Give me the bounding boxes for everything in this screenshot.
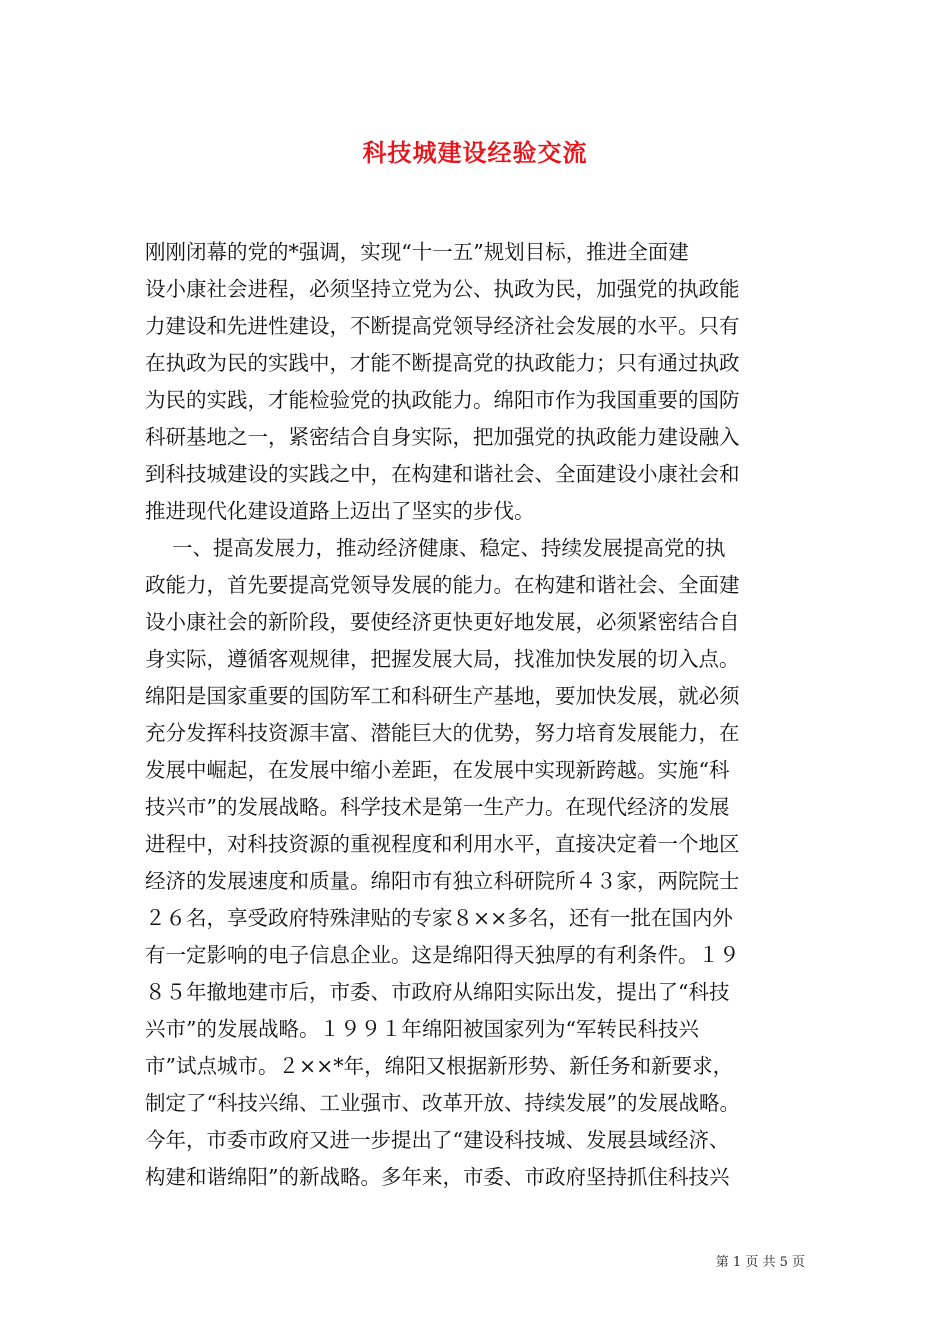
body-line: 政能力，首先要提高党领导发展的能力。在构建和谐社会、全面建 [145, 573, 740, 597]
body-line: 今年，市委市政府又进一步提出了“建设科技城、发展县域经济、 [145, 1128, 730, 1152]
page-footer: 第 1 页 共 5 页 [715, 1255, 805, 1270]
body-line: ２６名，享受政府特殊津贴的专家８××多名，还有一批在国内外 [145, 906, 733, 930]
body-line: 制定了“科技兴绵、工业强市、改革开放、持续发展”的发展战略。 [145, 1091, 740, 1115]
body-line: 身实际，遵循客观规律，把握发展大局，找准加快发展的切入点。 [145, 647, 740, 671]
body-line: 设小康社会进程，必须坚持立党为公、执政为民，加强党的执政能 [145, 277, 740, 301]
body-line: ８５年撤地建市后，市委、市政府从绵阳实际出发，提出了“科技 [145, 980, 730, 1004]
body-line: 力建设和先进性建设，不断提高党领导经济社会发展的水平。只有 [145, 314, 740, 338]
body-line: 为民的实践，才能检验党的执政能力。绵阳市作为我国重要的国防 [145, 388, 740, 412]
body-line: 经济的发展速度和质量。绵阳市有独立科研院所４３家，两院院士 [145, 869, 740, 893]
body-line: 在执政为民的实践中，才能不断提高党的执政能力；只有通过执政 [145, 351, 740, 375]
body-line: 到科技城建设的实践之中，在构建和谐社会、全面建设小康社会和 [145, 462, 740, 486]
document-body [145, 234, 825, 1196]
body-line: 推进现代化建设道路上迈出了坚实的步伐。 [145, 499, 535, 523]
body-line: 进程中，对科技资源的重视程度和利用水平，直接决定着一个地区 [145, 832, 740, 856]
body-line: 充分发挥科技资源丰富、潜能巨大的优势，努力培育发展能力，在 [145, 721, 740, 745]
body-line: 一、提高发展力，推动经济健康、稳定、持续发展提高党的执 [145, 536, 726, 560]
body-line: 刚刚闭幕的党的*强调，实现“十一五”规划目标，推进全面建 [145, 240, 689, 264]
body-line: 科研基地之一，紧密结合自身实际，把加强党的执政能力建设融入 [145, 425, 740, 449]
body-line: 构建和谐绵阳”的新战略。多年来，市委、市政府坚持抓住科技兴 [145, 1165, 730, 1189]
body-line: 技兴市”的发展战略。科学技术是第一生产力。在现代经济的发展 [145, 795, 730, 819]
body-line: 有一定影响的电子信息企业。这是绵阳得天独厚的有利条件。１９ [145, 943, 740, 967]
body-line: 设小康社会的新阶段，要使经济更快更好地发展，必须紧密结合自 [145, 610, 740, 634]
body-line: 市”试点城市。２××*年，绵阳又根据新形势、新任务和新要求， [145, 1054, 734, 1078]
body-line: 绵阳是国家重要的国防军工和科研生产基地，要加快发展，就必须 [145, 684, 740, 708]
body-line: 发展中崛起，在发展中缩小差距，在发展中实现新跨越。实施“科 [145, 758, 730, 782]
document-title: 科技城建设经验交流 [362, 138, 588, 167]
body-line: 兴市”的发展战略。１９９１年绵阳被国家列为“军转民科技兴 [145, 1017, 699, 1041]
